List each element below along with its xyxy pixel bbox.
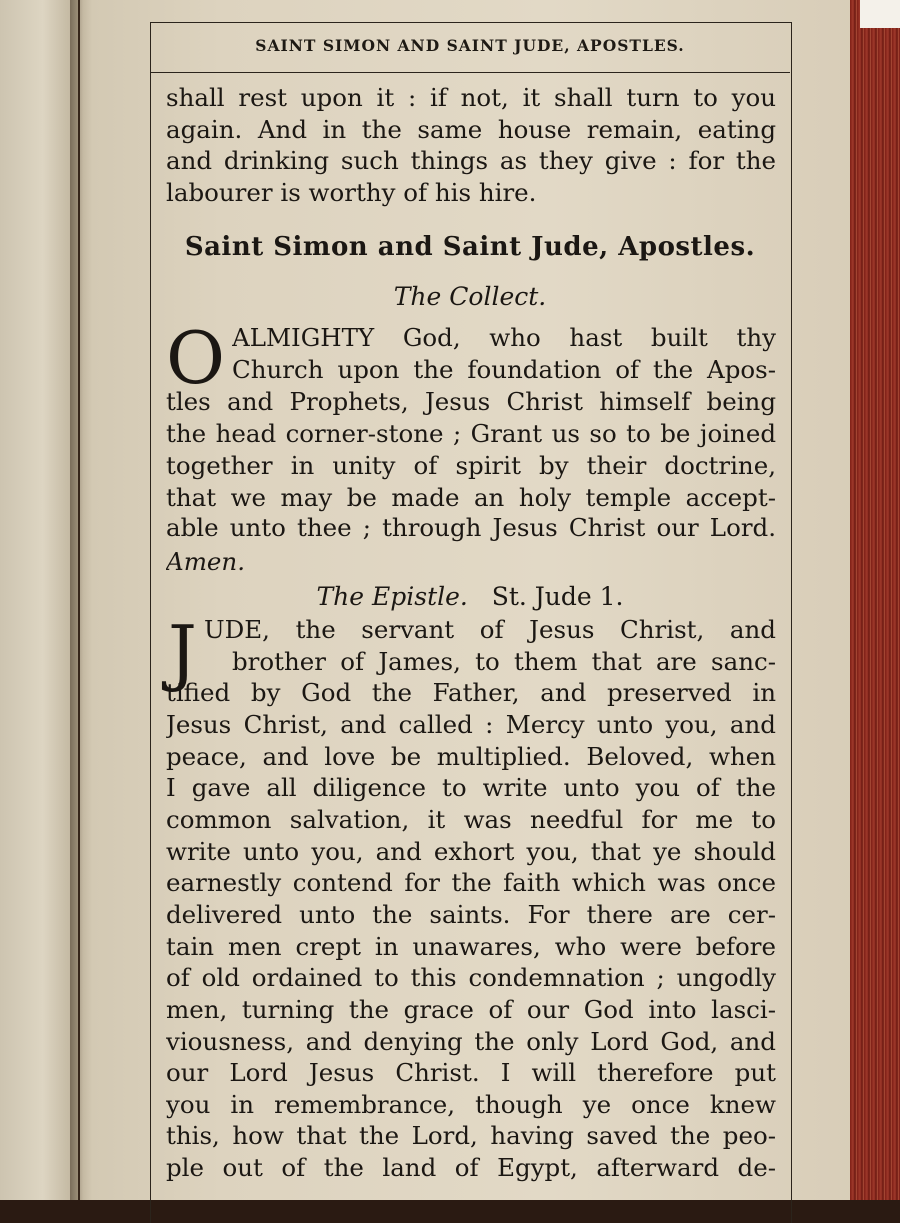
- text-line: UDE, the servant of Jesus Christ, and: [204, 615, 776, 644]
- collect-heading: [150, 282, 790, 311]
- text-line: tles and Prophets, Jesus Christ himself being: [166, 387, 776, 416]
- text-line: brother of James, to them that are sanc-: [232, 647, 776, 676]
- head-rule: [150, 72, 790, 73]
- text-line: tain men crept in unawares, who were before: [166, 932, 776, 961]
- epistle-heading: [150, 582, 790, 611]
- text-line: men, turning the grace of our God into lasci-: [166, 995, 776, 1024]
- text-line: Church upon the foundation of the Apos-: [232, 355, 776, 384]
- text-line: labourer is worthy of his hire.: [166, 178, 537, 207]
- text-line: again. And in the same house remain, eating: [166, 115, 776, 144]
- text-line: delivered unto the saints. For there are cer-: [166, 900, 776, 929]
- facing-page-edge: [0, 0, 78, 1200]
- text-line: tified by God the Father, and preserved in: [166, 678, 776, 707]
- text-line: this, how that the Lord, having saved the peo-: [166, 1121, 776, 1150]
- text-line: earnestly contend for the faith which was once: [166, 868, 776, 897]
- text-line: ple out of the land of Egypt, afterward de-: [166, 1153, 776, 1182]
- collect-heading-text: The Collect.: [393, 282, 547, 311]
- text-line: write unto you, and exhort you, that ye should: [166, 837, 776, 866]
- epistle-drop-cap: J: [168, 610, 197, 694]
- running-head: SAINT SIMON AND SAINT JUDE, APOSTLES.: [255, 36, 685, 55]
- text-line: that we may be made an holy temple accept-: [166, 483, 776, 512]
- text-line: common salvation, it was needful for me to: [166, 805, 776, 834]
- text-line: Jesus Christ, and called : Mercy unto you, and: [166, 710, 776, 739]
- text-line: of old ordained to this condemnation ; ungodly: [166, 963, 776, 992]
- text-line: together in unity of spirit by their doctrine,: [166, 451, 776, 480]
- text-line: ALMIGHTY God, who hast built thy: [232, 323, 776, 352]
- page-gutter: [70, 0, 92, 1200]
- text-line: peace, and love be multiplied. Beloved, when: [166, 742, 776, 771]
- epistle-heading-text: The Epistle.: [316, 582, 468, 611]
- text-line: you in remembrance, though ye once knew: [166, 1090, 776, 1119]
- text-line: viousness, and denying the only Lord God, and: [166, 1027, 776, 1056]
- text-line: and drinking such things as they give : for the: [166, 146, 776, 175]
- collect-drop-cap: O: [166, 316, 226, 400]
- text-line: able unto thee ; through Jesus Christ our Lord.: [166, 513, 776, 542]
- red-page-edges: [850, 0, 900, 1200]
- epistle-reference: St. Jude 1.: [491, 582, 624, 611]
- feast-title: Saint Simon and Saint Jude, Apostles.: [184, 232, 756, 262]
- collect-amen: Amen.: [166, 547, 245, 576]
- text-line: our Lord Jesus Christ. I will therefore put: [166, 1058, 776, 1087]
- text-line: I gave all diligence to write unto you of the: [166, 773, 776, 802]
- text-line: the head corner-stone ; Grant us so to be joined: [166, 419, 776, 448]
- text-line: shall rest upon it : if not, it shall turn to you: [166, 83, 776, 112]
- background-corner: [860, 0, 900, 28]
